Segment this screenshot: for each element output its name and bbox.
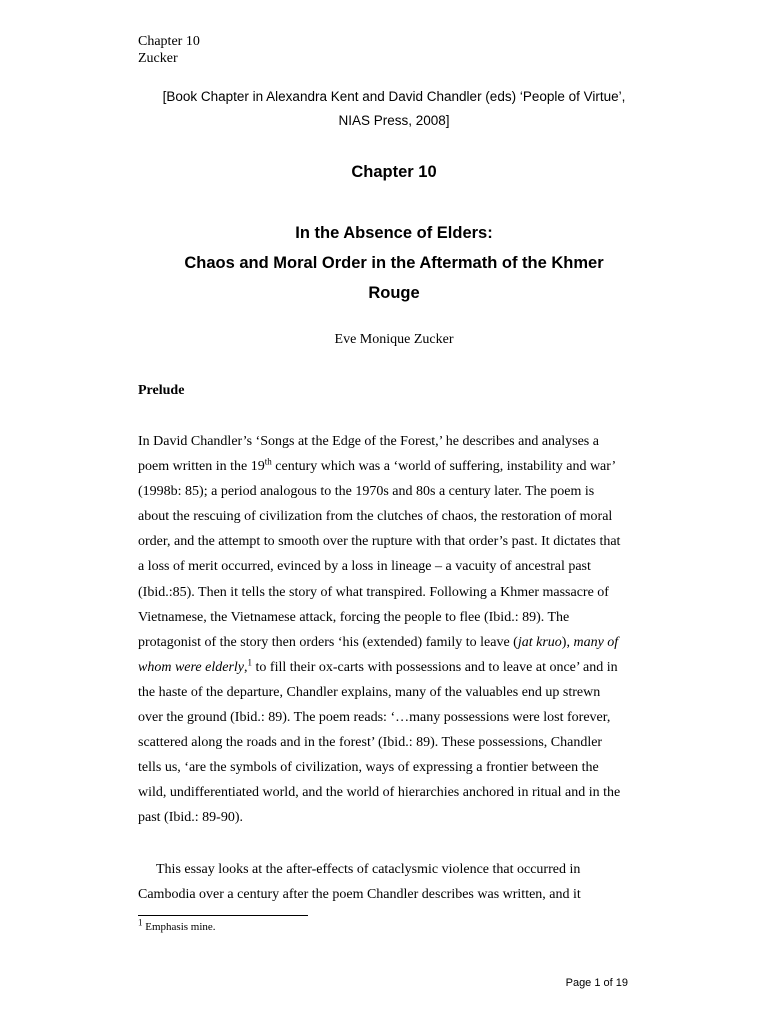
running-head-author: Zucker	[138, 51, 178, 66]
text-line: In David Chandler’s ‘Songs at the Edge of the Forest,’ he describes and analyses a	[138, 434, 599, 449]
italic-term: jat kruo	[517, 634, 562, 650]
footnote-reference[interactable]: 1	[247, 657, 253, 668]
text-line: order, and the attempt to smooth over the rupture with that order’s past. It dictates that	[138, 534, 621, 550]
footnote-divider	[138, 915, 308, 916]
text-line	[138, 630, 633, 655]
text-span: ,	[244, 659, 248, 675]
text-line: (Ibid.:85). Then it tells the story of what transpired. Following a Khmer massacre of	[138, 584, 609, 600]
source-note	[100, 85, 688, 133]
text-line: scattered along the roads and in the forest’ (Ibid.: 89). These possessions, Chandler	[138, 735, 603, 751]
title-line: Rouge	[368, 284, 420, 302]
text-line: Vietnamese, the Vietnamese attack, forcing the people to flee (Ibid.: 89). The	[138, 609, 570, 625]
text-line	[138, 454, 633, 479]
title-line: In the Absence of Elders:	[295, 224, 493, 242]
text-line: tells us, ‘are the symbols of civilization, ways of expressing a frontier between the	[138, 760, 599, 776]
paragraph-1	[138, 429, 633, 831]
footnote	[138, 917, 216, 934]
paragraph-2	[138, 857, 633, 907]
page-number: Page 1 of 19	[565, 977, 628, 989]
text-span: to fill their ox-carts with possessions and to leave at once’ and in	[252, 659, 618, 675]
text-span: protagonist of the story then orders ‘his (extended) family to leave (	[138, 634, 518, 650]
text-span: poem written in the 19	[138, 459, 265, 475]
chapter-label: Chapter 10	[351, 163, 437, 181]
text-line: (1998b: 85); a period analogous to the 1970s and 80s a century later. The poem is	[138, 484, 595, 500]
running-head	[138, 33, 200, 67]
running-head-chapter: Chapter 10	[138, 34, 200, 49]
text-line: about the rescuing of civilization from the clutches of chaos, the restoration of moral	[138, 509, 613, 525]
text-line: past (Ibid.: 89-90).	[138, 810, 243, 826]
title-line: Chaos and Moral Order in the Aftermath of the Khmer	[184, 254, 604, 272]
superscript: th	[264, 456, 272, 467]
section-heading: Prelude	[138, 383, 185, 398]
text-line: a loss of merit occurred, evinced by a loss in lineage – a vacuity of ancestral past	[138, 559, 591, 575]
text-span: ),	[561, 634, 574, 650]
text-line: wild, undifferentiated world, and the world of hierarchies anchored in ritual and in the	[138, 785, 621, 801]
text-line: over the ground (Ibid.: 89). The poem reads: ‘…many possessions were lost forever,	[138, 710, 611, 726]
chapter-title	[100, 218, 688, 308]
footnote-text: Emphasis mine.	[142, 921, 216, 933]
italic-emphasis: many of	[573, 634, 619, 650]
text-line: the haste of the departure, Chandler explains, many of the valuables end up strewn	[138, 684, 601, 700]
text-line: Cambodia over a century after the poem Chandler describes was written, and it	[138, 887, 581, 903]
source-note-line: NIAS Press, 2008]	[338, 113, 450, 128]
source-note-line: [Book Chapter in Alexandra Kent and David Chandler (eds) ‘People of Virtue’,	[162, 89, 626, 104]
italic-emphasis: whom were elderly	[138, 659, 245, 675]
text-line	[138, 655, 633, 680]
footnote-marker: 1	[138, 917, 143, 928]
author-name: Eve Monique Zucker	[334, 332, 454, 347]
text-line: This essay looks at the after-effects of cataclysmic violence that occurred in	[156, 862, 581, 877]
text-span: century which was a ‘world of suffering, instability and war’	[271, 459, 617, 475]
